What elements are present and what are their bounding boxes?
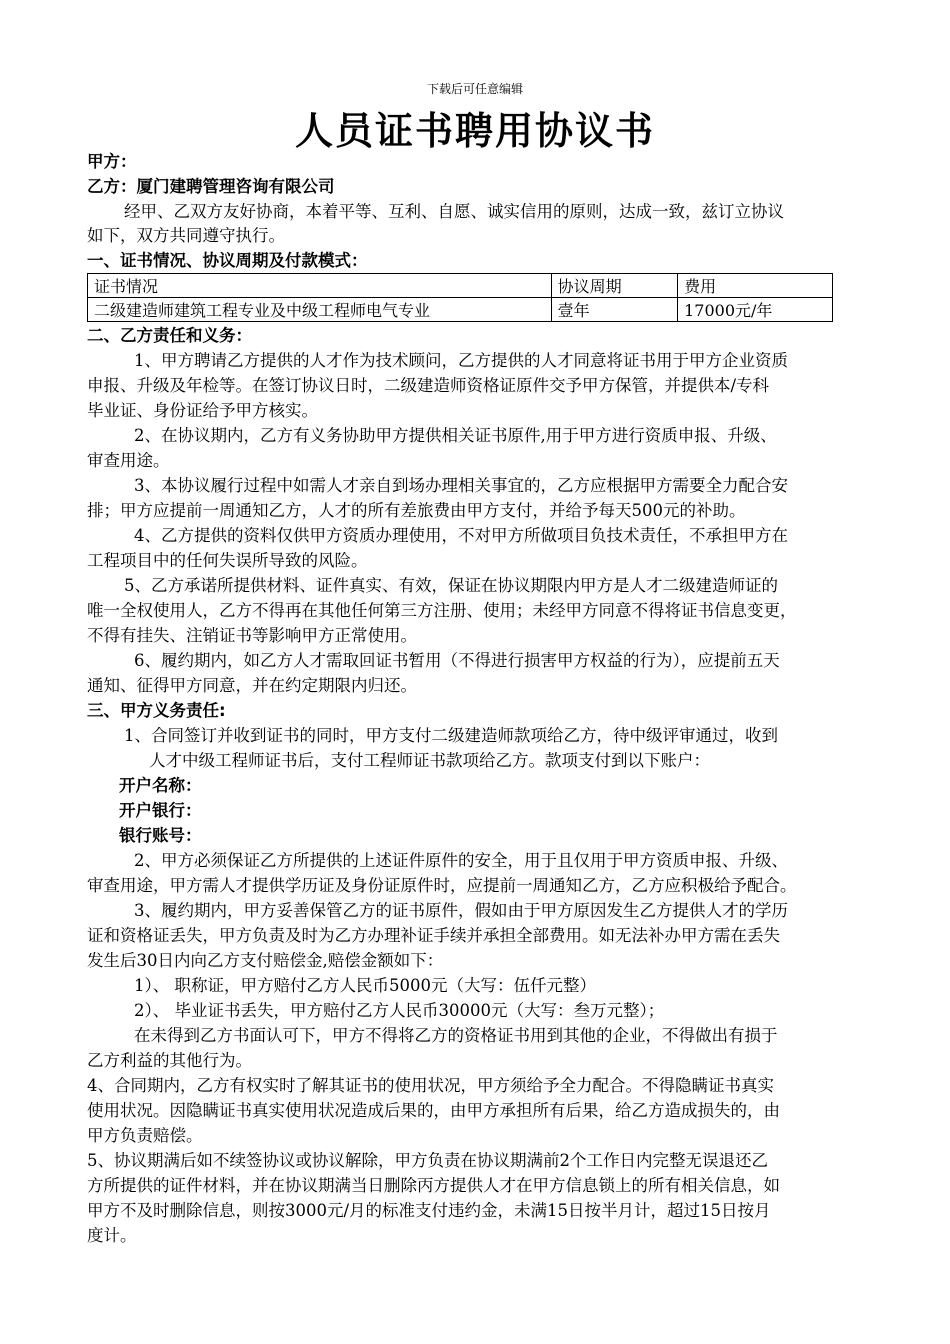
- paragraph-line: 2、在协议期内，乙方有义务协助甲方提供相关证书原件,用于甲方进行资质申报、升级、: [134, 426, 777, 445]
- paragraph-line: 方所提供的证件材料，并在协议期满当日删除丙方提供人才在甲方信息锁上的所有相关信息，如: [87, 1176, 780, 1195]
- table-header-cell: 费用: [678, 274, 833, 298]
- table-cell: 17000元/年: [678, 298, 833, 322]
- paragraph-line: 乙方利益的其他行为。: [87, 1051, 252, 1070]
- paragraph-line: 证和资格证丢失，甲方负责及时为乙方办理补证手续并承担全部费用。如无法补办甲方需在丢失: [87, 926, 780, 945]
- table-header-row: [88, 274, 833, 298]
- paragraph-line: 1、合同签订并收到证书的同时，甲方支付二级建造师款项给乙方，待中级评审通过，收到: [124, 726, 778, 745]
- intro-line: 经甲、乙双方友好协商，本着平等、互利、自愿、诚实信用的原则，达成一致，兹订立协议: [124, 202, 784, 221]
- paragraph-line: 3、本协议履行过程中如需人才亲自到场办理相关事宜的，乙方应根据甲方需要全力配合安: [134, 476, 788, 495]
- bank-name-label: 开户银行：: [119, 801, 202, 820]
- list-item: 1）、 职称证，甲方赔付乙方人民币5000元（大写：伍仟元整）: [134, 976, 596, 995]
- paragraph-line: 度计。: [87, 1226, 137, 1245]
- table-cell: 二级建造师建筑工程专业及中级工程师电气专业: [88, 298, 552, 322]
- paragraph-line: 在未得到乙方书面认可下，甲方不得将乙方的资格证书用到其他的企业，不得做出有损于: [134, 1026, 778, 1045]
- paragraph-line: 甲方负责赔偿。: [87, 1126, 203, 1145]
- paragraph-line: 发生后30日内向乙方支付赔偿金,赔偿金额如下：: [87, 951, 444, 970]
- document-title: 人员证书聘用协议书: [294, 109, 655, 153]
- list-item: 2）、 毕业证书丢失，甲方赔付乙方人民币30000元（大写：叁万元整）；: [134, 1001, 665, 1020]
- section-heading: 一、证书情况、协议周期及付款模式：: [87, 251, 368, 270]
- paragraph-line: 6、履约期内，如乙方人才需取回证书暂用（不得进行损害甲方权益的行为），应提前五天: [134, 651, 780, 670]
- paragraph-line: 4、乙方提供的资料仅供甲方资质办理使用，不对甲方所做项目负技术责任，不承担甲方在: [134, 526, 788, 545]
- paragraph-line: 申报、升级及年检等。在签订协议日时，二级建造师资格证原件交予甲方保管，并提供本/专科: [87, 376, 770, 395]
- paragraph-line: 排；甲方应提前一周通知乙方，人才的所有差旅费由甲方支付，并给予每天500元的补助。: [87, 501, 746, 520]
- paragraph-line: 使用状况。因隐瞒证书真实使用状况造成后果的，由甲方承担所有后果，给乙方造成损失的，由: [87, 1101, 780, 1120]
- paragraph-line: 甲方不及时删除信息，则按3000元/月的标准支付违约金，未满15日按半月计，超过15日按月: [87, 1201, 771, 1220]
- table-header-cell: 证书情况: [88, 274, 552, 298]
- paragraph-line: 通知、征得甲方同意，并在约定期限内归还。: [87, 676, 417, 695]
- paragraph-line: 不得有挂失、注销证书等影响甲方正常使用。: [87, 626, 417, 645]
- paragraph-line: 1、甲方聘请乙方提供的人才作为技术顾问，乙方提供的人才同意将证书用于甲方企业资质: [134, 351, 788, 370]
- paragraph-line: 审查用途，甲方需人才提供学历证及身份证原件时，应提前一周通知乙方，乙方应积极给予配合。: [87, 876, 797, 895]
- paragraph-line: 2、甲方必须保证乙方所提供的上述证件原件的安全，用于且仅用于甲方资质申报、升级、: [134, 851, 788, 870]
- account-number-label: 银行账号：: [119, 826, 202, 845]
- paragraph-line: 4、合同期内，乙方有权实时了解其证书的使用状况，甲方须给予全力配合。不得隐瞒证书真实: [87, 1076, 774, 1095]
- party-b-label: 乙方：厦门建聘管理咨询有限公司: [87, 177, 335, 196]
- party-a-label: 甲方：: [87, 152, 137, 171]
- paragraph-line: 5、协议期满后如不续签协议或协议解除，甲方负责在协议期满前2个工作日内完整无误退还乙: [87, 1151, 768, 1170]
- table-header-cell: 协议周期: [551, 274, 678, 298]
- section-heading: 三、甲方义务责任:: [87, 701, 226, 720]
- paragraph-line: 5、乙方承诺所提供材料、证件真实、有效，保证在协议期限内甲方是人才二级建造师证的: [124, 576, 778, 595]
- paragraph-line: 人才中级工程师证书后，支付工程师证书款项给乙方。款项支付到以下账户：: [149, 751, 710, 770]
- certificate-table: [87, 273, 833, 322]
- paragraph-line: 审查用途。: [87, 451, 170, 470]
- table-row: [88, 298, 833, 322]
- intro-line: 如下，双方共同遵守执行。: [87, 226, 285, 245]
- paragraph-line: 毕业证、身份证给予甲方核实。: [87, 401, 318, 420]
- paragraph-line: 唯一全权使用人，乙方不得再在其他任何第三方注册、使用；未经甲方同意不得将证书信息变更，: [87, 601, 797, 620]
- header-note: 下载后可任意编辑: [426, 82, 523, 96]
- paragraph-line: 工程项目中的任何失误所导致的风险。: [87, 551, 368, 570]
- paragraph-line: 3、履约期内，甲方妥善保管乙方的证书原件，假如由于甲方原因发生乙方提供人才的学历: [134, 901, 788, 920]
- section-heading: 二、乙方责任和义务：: [87, 326, 252, 345]
- account-name-label: 开户名称：: [119, 776, 202, 795]
- table-cell: 壹年: [551, 298, 678, 322]
